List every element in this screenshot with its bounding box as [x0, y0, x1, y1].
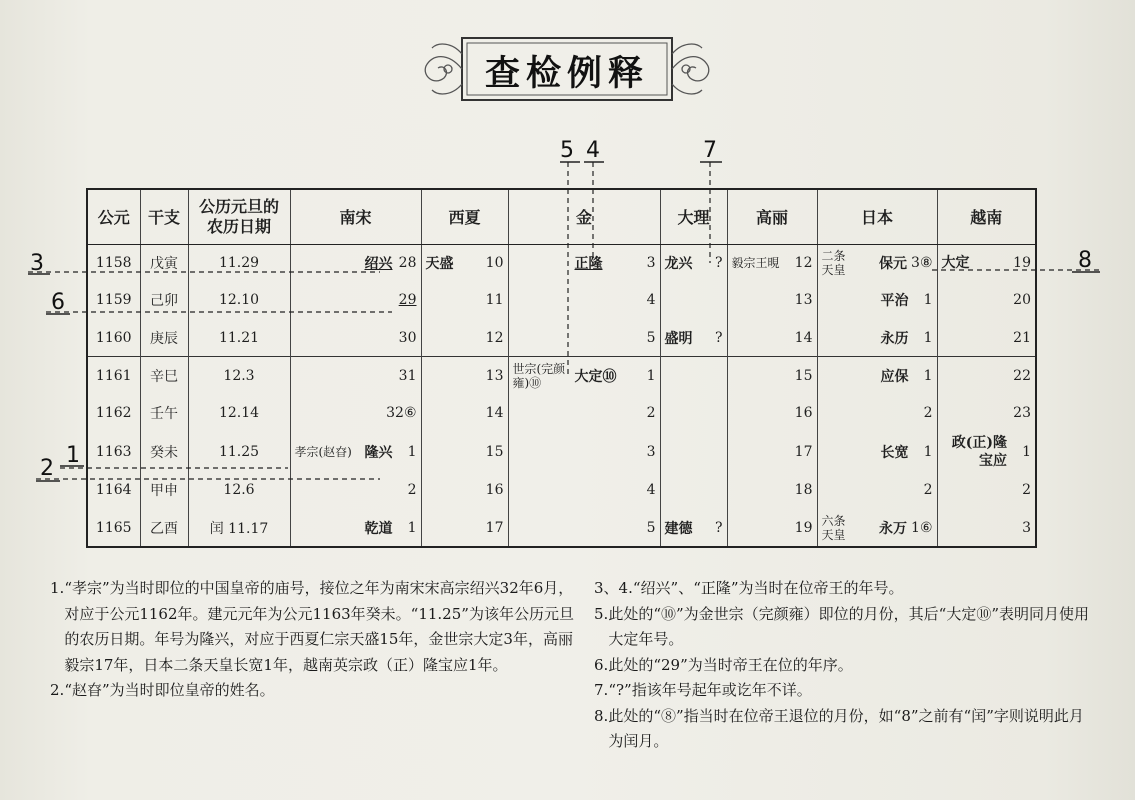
note-text: 此处的“⑩”为金世宗（完颜雍）即位的月份，其后“大定⑩”表明同月使用大定年号。 — [608, 604, 1089, 648]
note-number: 7. — [594, 681, 609, 699]
vietnam-cell — [937, 357, 1036, 395]
xixia-cell — [421, 357, 508, 395]
nansong-cell-year-number: 1 — [407, 519, 417, 536]
japan-cell-year-number: 1 — [923, 368, 933, 385]
jin-cell-era: 大定⑩ — [574, 369, 617, 386]
note-item — [594, 602, 1094, 653]
header-lunar-date: 公历元旦的农历日期 — [188, 189, 290, 244]
nansong-cell-year-number: 32⑥ — [386, 405, 417, 422]
xixia-cell — [421, 319, 508, 357]
ganzhi-cell: 戊寅 — [140, 244, 188, 282]
header-goryeo: 高丽 — [727, 189, 817, 244]
jin-cell-year-number: 3 — [646, 443, 656, 460]
goryeo-cell — [727, 509, 817, 547]
vietnam-cell — [937, 395, 1036, 433]
ad-year-cell: 1164 — [87, 472, 140, 510]
jin-cell — [508, 472, 660, 510]
xixia-cell-era: 天盛 — [425, 256, 454, 273]
header-dali: 大理 — [660, 189, 727, 244]
dali-cell — [660, 432, 727, 471]
japan-cell-year-number: 1 — [923, 292, 933, 309]
table-row — [87, 432, 1036, 471]
japan-cell — [817, 395, 937, 433]
nansong-cell-era: 绍兴 — [364, 256, 393, 273]
note-text: “孝宗”为当时即位的中国皇帝的庙号，接位之年为南宋宋高宗绍兴32年6月，对应于公元1162年。建元元年为公元1163年癸未。“11.25”为该年公历元旦的农历日期。年号为隆兴，对应于西夏仁宗天盛15年，金世宗大定3年，高丽毅宗17年，日本二条天皇长宽1年，越南英宗政（正）隆宝应1年。 — [64, 579, 574, 674]
xixia-cell-year-number: 10 — [485, 255, 504, 272]
dali-cell-era: 建德 — [664, 520, 693, 537]
japan-cell — [817, 472, 937, 510]
dali-cell-year-number: ? — [714, 255, 723, 272]
xixia-cell-year-number: 13 — [485, 368, 504, 385]
note-number: 3、4. — [594, 579, 633, 597]
nansong-cell-year-number: 2 — [407, 482, 417, 499]
jin-cell-year-number: 2 — [646, 405, 656, 422]
dali-cell — [660, 282, 727, 320]
nansong-cell — [290, 357, 421, 395]
vietnam-cell-year-number: 1 — [1022, 443, 1031, 460]
ganzhi-cell: 辛巳 — [140, 357, 188, 395]
jin-cell-era: 正隆 — [574, 256, 603, 273]
ad-year-cell: 1163 — [87, 432, 140, 471]
japan-cell — [817, 282, 937, 320]
xixia-cell-year-number: 14 — [485, 405, 504, 422]
vietnam-cell — [937, 282, 1036, 320]
table-row — [87, 509, 1036, 547]
nansong-cell-era: 乾道 — [364, 520, 393, 537]
ad-year-cell: 1160 — [87, 319, 140, 357]
header-vietnam: 越南 — [937, 189, 1036, 244]
goryeo-cell-year-number: 15 — [794, 368, 813, 385]
japan-cell — [817, 244, 937, 282]
goryeo-cell-year-number: 12 — [794, 255, 813, 272]
vietnam-cell — [937, 319, 1036, 357]
jin-cell-year-number: 5 — [646, 519, 656, 536]
goryeo-cell — [727, 357, 817, 395]
japan-cell-year-number: 1⑥ — [911, 519, 933, 536]
note-number: 2. — [50, 681, 65, 699]
jin-cell-year-number: 1 — [646, 368, 656, 385]
nansong-cell — [290, 395, 421, 433]
table-row — [87, 319, 1036, 357]
nansong-cell-era: 隆兴 — [364, 444, 393, 461]
xixia-cell — [421, 432, 508, 471]
lunar-date-cell: 11.21 — [188, 319, 290, 357]
vietnam-cell-year-number: 22 — [1013, 368, 1031, 385]
vietnam-cell-year-number: 2 — [1022, 482, 1031, 499]
table-row — [87, 244, 1036, 282]
nansong-cell-year-number: 28 — [398, 255, 417, 272]
goryeo-cell-year-number: 13 — [794, 292, 813, 309]
nansong-cell-year-number: 30 — [398, 329, 417, 346]
vietnam-cell — [937, 244, 1036, 282]
dali-cell — [660, 472, 727, 510]
japan-cell-year-number: 3⑧ — [911, 255, 933, 272]
japan-cell — [817, 509, 937, 547]
xixia-cell-year-number: 15 — [485, 443, 504, 460]
vietnam-cell-era: 政(正)隆宝应 — [951, 434, 1007, 469]
ad-year-cell: 1165 — [87, 509, 140, 547]
vietnam-cell-year-number: 20 — [1013, 292, 1031, 309]
vietnam-cell-year-number: 23 — [1013, 405, 1031, 422]
japan-cell-era: 平治 — [880, 293, 909, 310]
jin-cell-year-number: 4 — [646, 292, 656, 309]
dali-cell — [660, 319, 727, 357]
ganzhi-cell: 壬午 — [140, 395, 188, 433]
japan-cell-emperor: 六条天皇 — [821, 513, 846, 542]
jin-cell — [508, 357, 660, 395]
vietnam-cell-year-number: 3 — [1022, 519, 1031, 536]
nansong-cell-year-number: 1 — [407, 443, 417, 460]
header-jin: 金 — [508, 189, 660, 244]
goryeo-cell — [727, 282, 817, 320]
dali-cell-year-number: ? — [714, 519, 723, 536]
xixia-cell-year-number: 11 — [485, 292, 504, 309]
note-text: 此处的“29”为当时帝王在位的年序。 — [608, 655, 853, 674]
dali-cell — [660, 244, 727, 282]
note-item — [594, 653, 1094, 679]
lunar-date-cell: 11.29 — [188, 244, 290, 282]
note-item — [594, 576, 1094, 602]
lunar-date-cell: 闰 11.17 — [188, 509, 290, 547]
marker-5: 5 — [560, 138, 574, 163]
note-number: 5. — [594, 604, 609, 623]
marker-4: 4 — [586, 138, 600, 163]
jin-cell-year-number: 4 — [646, 482, 656, 499]
dali-cell — [660, 357, 727, 395]
nansong-cell — [290, 282, 421, 320]
jin-cell — [508, 432, 660, 471]
vietnam-cell-era: 大定 — [941, 255, 970, 272]
japan-cell-era: 永历 — [880, 330, 909, 347]
japan-cell-era: 永万 — [879, 520, 908, 537]
header-ad: 公元 — [87, 189, 140, 244]
ganzhi-cell: 己卯 — [140, 282, 188, 320]
xixia-cell-year-number: 16 — [485, 482, 504, 499]
header-nansong: 南宋 — [290, 189, 421, 244]
nansong-cell-year-number: 29 — [398, 292, 417, 309]
marker-6: 6 — [51, 290, 65, 315]
note-item — [50, 678, 575, 704]
jin-cell — [508, 319, 660, 357]
dali-cell-year-number: ? — [714, 329, 723, 346]
japan-cell — [817, 432, 937, 471]
header-japan: 日本 — [817, 189, 937, 244]
dali-cell-era: 盛明 — [664, 330, 693, 347]
dali-cell — [660, 395, 727, 433]
note-text: “赵昚”为当时即位皇帝的姓名。 — [64, 681, 275, 699]
jin-cell — [508, 395, 660, 433]
dali-cell — [660, 509, 727, 547]
ad-year-cell: 1158 — [87, 244, 140, 282]
jin-cell — [508, 282, 660, 320]
goryeo-cell — [727, 244, 817, 282]
note-text: “绍兴”、“正隆”为当时在位帝王的年号。 — [632, 579, 904, 597]
vietnam-cell — [937, 509, 1036, 547]
xixia-cell — [421, 244, 508, 282]
japan-cell-emperor: 二条天皇 — [821, 249, 846, 278]
note-number: 8. — [594, 706, 609, 725]
table-row — [87, 357, 1036, 395]
goryeo-cell — [727, 319, 817, 357]
header-ganzhi: 干支 — [140, 189, 188, 244]
marker-3: 3 — [30, 251, 44, 276]
goryeo-cell — [727, 395, 817, 433]
table-header-row — [87, 189, 1036, 244]
japan-cell — [817, 357, 937, 395]
note-number: 6. — [594, 655, 609, 674]
jin-cell — [508, 244, 660, 282]
goryeo-cell-emperor: 毅宗王晛 — [731, 256, 780, 271]
vietnam-cell — [937, 472, 1036, 510]
japan-cell-year-number: 1 — [923, 329, 933, 346]
dali-cell-era: 龙兴 — [664, 256, 693, 273]
japan-cell-era: 保元 — [879, 256, 908, 273]
vietnam-cell — [937, 432, 1036, 471]
japan-cell-year-number: 2 — [923, 405, 933, 422]
ganzhi-cell: 乙酉 — [140, 509, 188, 547]
japan-cell — [817, 319, 937, 357]
table-row — [87, 395, 1036, 433]
note-item — [594, 704, 1094, 755]
page-title: 查检例释 — [484, 54, 649, 94]
marker-8: 8 — [1078, 248, 1092, 273]
lunar-date-cell: 12.10 — [188, 282, 290, 320]
goryeo-cell-year-number: 16 — [794, 405, 813, 422]
lunar-date-cell: 12.14 — [188, 395, 290, 433]
nansong-cell — [290, 472, 421, 510]
ad-year-cell: 1159 — [87, 282, 140, 320]
goryeo-cell-year-number: 19 — [794, 519, 813, 536]
xixia-cell — [421, 509, 508, 547]
jin-cell — [508, 509, 660, 547]
xixia-cell-year-number: 12 — [485, 329, 504, 346]
jin-cell-year-number: 5 — [646, 329, 656, 346]
nansong-cell-emperor: 孝宗(赵昚) — [294, 444, 352, 459]
table-row — [87, 472, 1036, 510]
table-row — [87, 282, 1036, 320]
notes-right — [594, 576, 1094, 755]
xixia-cell — [421, 282, 508, 320]
vietnam-cell-year-number: 19 — [1013, 255, 1031, 272]
lunar-date-cell: 11.25 — [188, 432, 290, 471]
goryeo-cell-year-number: 17 — [794, 443, 813, 460]
ad-year-cell: 1162 — [87, 395, 140, 433]
marker-1: 1 — [66, 443, 80, 468]
japan-cell-year-number: 2 — [923, 482, 933, 499]
xixia-cell — [421, 472, 508, 510]
jin-cell-emperor: 世宗(完颜雍)⑩ — [512, 362, 566, 391]
ad-year-cell: 1161 — [87, 357, 140, 395]
xixia-cell — [421, 395, 508, 433]
japan-cell-year-number: 1 — [923, 443, 933, 460]
nansong-cell — [290, 509, 421, 547]
japan-cell-era: 应保 — [880, 369, 909, 386]
note-text: “?”指该年号起年或讫年不详。 — [608, 681, 812, 699]
note-item — [50, 576, 575, 678]
ganzhi-cell: 癸未 — [140, 432, 188, 471]
note-item — [594, 678, 1094, 704]
note-number: 1. — [50, 579, 65, 597]
chronology-table — [86, 188, 1037, 548]
japan-cell-era: 长宽 — [880, 444, 909, 461]
marker-7: 7 — [703, 138, 717, 163]
goryeo-cell — [727, 432, 817, 471]
note-text: 此处的“⑧”指当时在位帝王退位的月份，如“8”之前有“闰”字则说明此月为闰月。 — [608, 706, 1084, 750]
goryeo-cell-year-number: 14 — [794, 329, 813, 346]
goryeo-cell-year-number: 18 — [794, 482, 813, 499]
lunar-date-cell: 12.6 — [188, 472, 290, 510]
vietnam-cell-year-number: 21 — [1013, 329, 1031, 346]
lunar-date-cell: 12.3 — [188, 357, 290, 395]
title-cartouche — [418, 32, 716, 106]
ganzhi-cell: 庚辰 — [140, 319, 188, 357]
ganzhi-cell: 甲申 — [140, 472, 188, 510]
marker-2: 2 — [40, 456, 54, 481]
xixia-cell-year-number: 17 — [485, 519, 504, 536]
nansong-cell-year-number: 31 — [398, 368, 417, 385]
goryeo-cell — [727, 472, 817, 510]
jin-cell-year-number: 3 — [646, 255, 656, 272]
header-xixia: 西夏 — [421, 189, 508, 244]
nansong-cell — [290, 432, 421, 471]
nansong-cell — [290, 319, 421, 357]
notes-left — [50, 576, 575, 704]
nansong-cell — [290, 244, 421, 282]
